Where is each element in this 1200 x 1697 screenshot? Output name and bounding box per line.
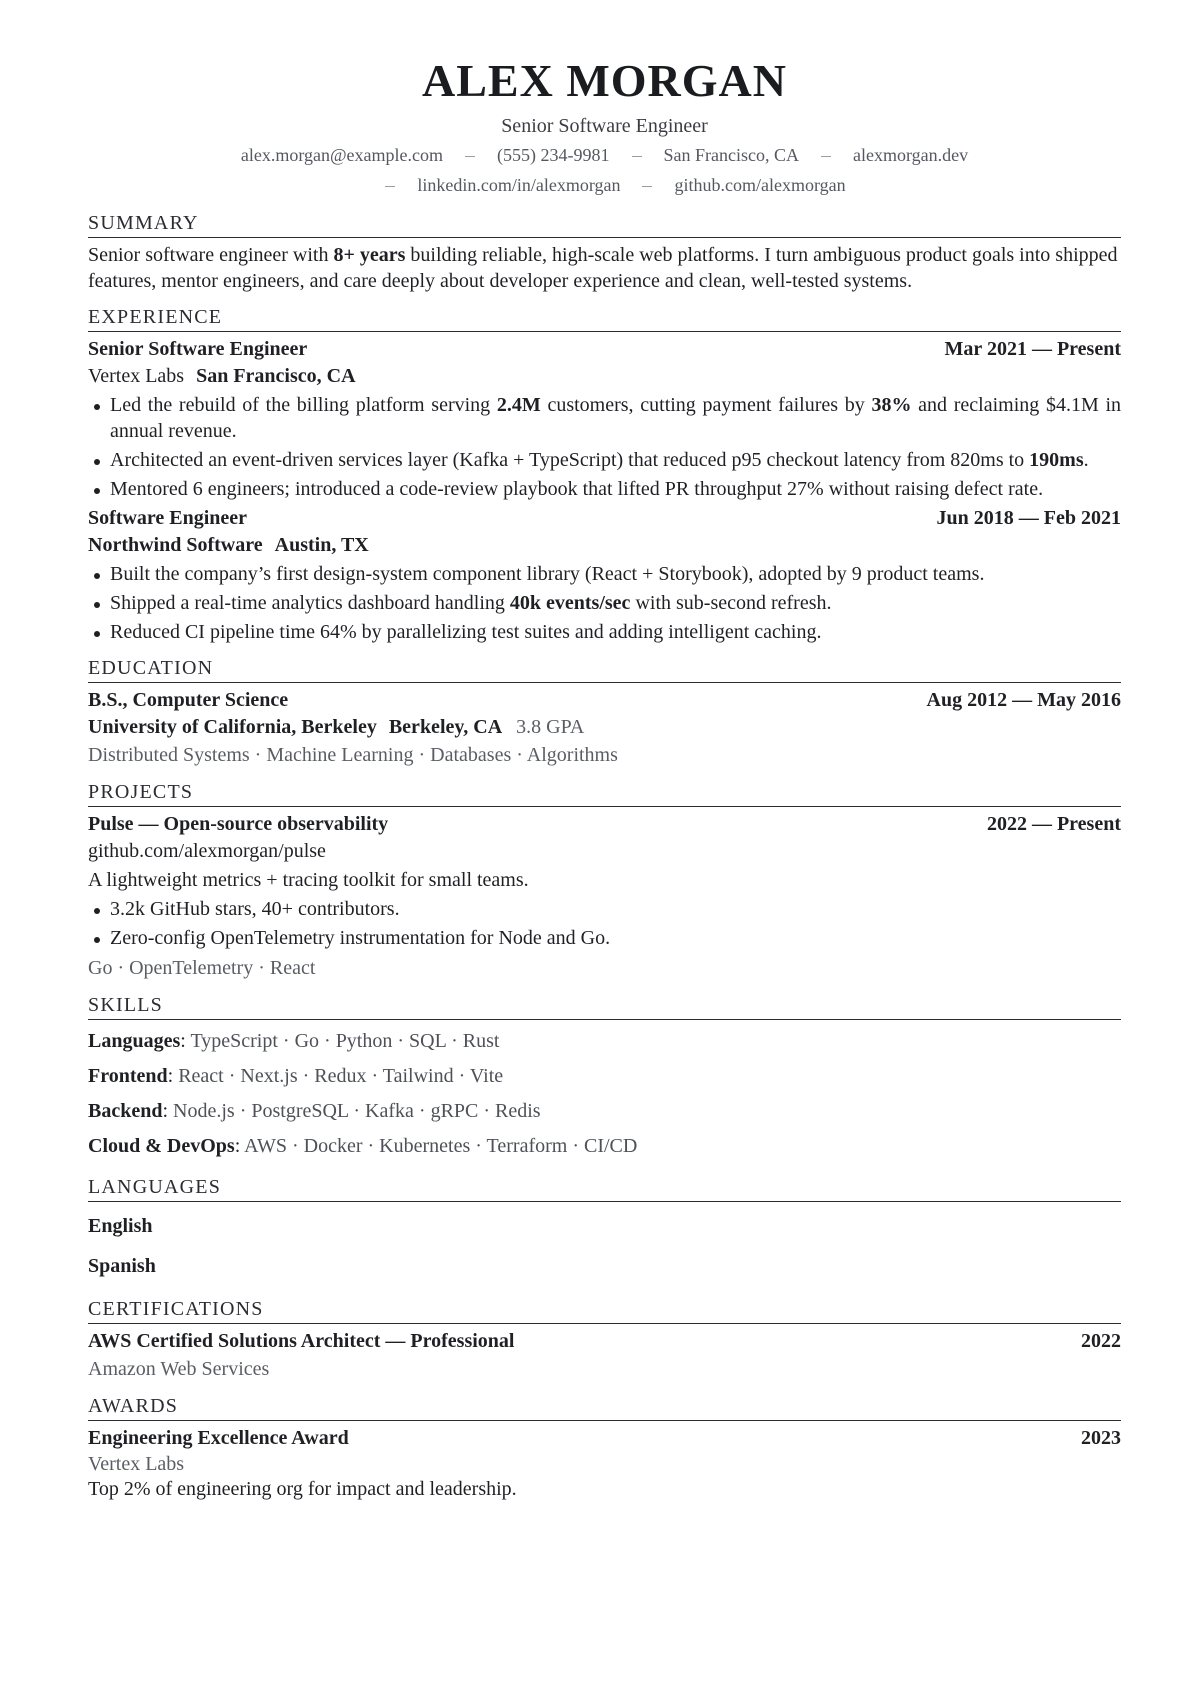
school-location: Berkeley, CA bbox=[388, 716, 503, 738]
section-title-projects: PROJECTS bbox=[88, 779, 1121, 807]
candidate-name: ALEX MORGAN bbox=[422, 55, 787, 106]
project-bullets bbox=[88, 896, 1121, 951]
skill-row: Languages: TypeScript · Go · Python · SQL · Rust bbox=[88, 1030, 500, 1052]
project-stack: Go · OpenTelemetry · React bbox=[88, 957, 316, 979]
school-name: University of California, Berkeley bbox=[88, 716, 377, 738]
language-item: English bbox=[88, 1215, 153, 1237]
job-role: Software Engineer bbox=[88, 507, 248, 529]
bullet-text: Reduced CI pipeline time 64% by parallelizing test suites and adding intelligent caching. bbox=[110, 621, 822, 643]
bullet-text: Architected an event-driven services layer (Kafka + TypeScript) that reduced p95 checkout latency from 820ms to bbox=[110, 449, 1030, 471]
job-header bbox=[88, 505, 1121, 532]
section-title-experience: EXPERIENCE bbox=[88, 304, 1121, 332]
summary-section bbox=[88, 210, 1121, 294]
skill-values: TypeScript · Go · Python · SQL · Rust bbox=[190, 1030, 500, 1052]
award-header bbox=[88, 1425, 1121, 1452]
bullet-highlight: 190ms bbox=[1029, 449, 1084, 471]
bullet-text: Shipped a real-time analytics dashboard handling bbox=[110, 592, 510, 614]
skill-row: Cloud & DevOps: AWS · Docker · Kubernetes · Terraform · CI/CD bbox=[88, 1135, 638, 1157]
email-link[interactable]: alex.morgan@example.com bbox=[240, 145, 444, 165]
separator bbox=[632, 156, 642, 157]
certification-year: 2022 bbox=[1081, 1330, 1121, 1352]
summary-text-part: building reliable, high-scale web platforms. I turn ambiguous product goals into shipped features, mentor engineers, and care deeply about developer experience and clean, well-tested systems. bbox=[88, 244, 1118, 292]
certification-header bbox=[88, 1328, 1121, 1355]
github-link[interactable]: github.com/alexmorgan bbox=[674, 175, 846, 195]
education-section bbox=[88, 655, 1121, 769]
separator bbox=[385, 186, 395, 187]
bullet-text: . bbox=[1083, 449, 1089, 471]
job-company: Northwind Software bbox=[88, 534, 263, 556]
phone-text: (555) 234-9981 bbox=[497, 145, 610, 165]
contact-line-2 bbox=[88, 170, 1121, 200]
skill-category: Languages bbox=[88, 1030, 181, 1052]
certification-issuer: Amazon Web Services bbox=[88, 1358, 270, 1380]
bullet-item bbox=[88, 392, 1121, 444]
website-link[interactable]: alexmorgan.dev bbox=[853, 145, 969, 165]
job-entry bbox=[88, 505, 1121, 645]
job-location: San Francisco, CA bbox=[196, 365, 356, 387]
bullet-text: with sub-second refresh. bbox=[630, 592, 832, 614]
job-header bbox=[88, 336, 1121, 363]
language-item: Spanish bbox=[88, 1255, 156, 1277]
section-title-awards: AWARDS bbox=[88, 1393, 1121, 1421]
job-company: Vertex Labs bbox=[88, 365, 185, 387]
languages-section bbox=[88, 1174, 1121, 1286]
bullet-highlight: 2.4M bbox=[496, 394, 541, 416]
job-company-line bbox=[88, 532, 1121, 559]
award-description: Top 2% of engineering org for impact and leadership. bbox=[88, 1478, 517, 1500]
section-title-education: EDUCATION bbox=[88, 655, 1121, 683]
job-dates: Mar 2021 — Present bbox=[944, 338, 1121, 360]
awards-section bbox=[88, 1393, 1121, 1503]
contact-line-1 bbox=[88, 140, 1121, 170]
job-location: Austin, TX bbox=[274, 534, 369, 556]
degree: B.S., Computer Science bbox=[88, 689, 289, 711]
separator bbox=[642, 186, 652, 187]
section-title-certifications: CERTIFICATIONS bbox=[88, 1296, 1121, 1324]
bullet-text: and reclaiming $4.1M in annual revenue. bbox=[110, 394, 1122, 442]
job-role: Senior Software Engineer bbox=[88, 338, 308, 360]
award-year: 2023 bbox=[1081, 1427, 1121, 1449]
job-entry bbox=[88, 336, 1121, 502]
bullet-highlight: 40k events/sec bbox=[509, 592, 631, 614]
section-title-summary: SUMMARY bbox=[88, 210, 1121, 238]
job-bullets bbox=[88, 392, 1121, 502]
gpa: 3.8 GPA bbox=[516, 716, 585, 738]
education-header bbox=[88, 687, 1121, 714]
bullet-text: Built the company’s first design-system component library (React + Storybook), adopted by 9 product teams. bbox=[110, 563, 985, 585]
section-title-skills: SKILLS bbox=[88, 992, 1121, 1020]
skill-values: AWS · Docker · Kubernetes · Terraform · CI/CD bbox=[244, 1135, 638, 1157]
certifications-section bbox=[88, 1296, 1121, 1383]
resume-page bbox=[88, 52, 1121, 1503]
bullet-item: 3.2k GitHub stars, 40+ contributors. bbox=[88, 896, 1121, 922]
project-header bbox=[88, 811, 1121, 838]
bullet-item bbox=[88, 619, 1121, 645]
award-name: Engineering Excellence Award bbox=[88, 1427, 349, 1449]
separator bbox=[821, 156, 831, 157]
school-line bbox=[88, 714, 1121, 741]
summary-text-part: Senior software engineer with bbox=[88, 244, 334, 266]
skill-values: React · Next.js · Redux · Tailwind · Vite bbox=[178, 1065, 504, 1087]
bullet-text: Led the rebuild of the billing platform serving bbox=[110, 394, 497, 416]
candidate-title: Senior Software Engineer bbox=[501, 115, 708, 137]
bullet-highlight: 38% bbox=[871, 394, 912, 416]
project-description: A lightweight metrics + tracing toolkit for small teams. bbox=[88, 869, 529, 891]
bullet-item bbox=[88, 590, 1121, 616]
separator bbox=[465, 156, 475, 157]
project-dates: 2022 — Present bbox=[986, 813, 1121, 835]
skill-category: Frontend bbox=[88, 1065, 168, 1087]
experience-section bbox=[88, 304, 1121, 645]
project-name: Pulse — Open-source observability bbox=[88, 813, 389, 835]
projects-section bbox=[88, 779, 1121, 982]
bullet-item bbox=[88, 447, 1121, 473]
education-dates: Aug 2012 — May 2016 bbox=[926, 689, 1121, 711]
skill-category: Cloud & DevOps bbox=[88, 1135, 235, 1157]
job-company-line bbox=[88, 363, 1121, 390]
bullet-text: customers, cutting payment failures by bbox=[540, 394, 872, 416]
bullet-item bbox=[88, 476, 1121, 502]
skill-category: Backend bbox=[88, 1100, 163, 1122]
coursework: Distributed Systems · Machine Learning · Databases · Algorithms bbox=[88, 744, 618, 766]
resume-header bbox=[88, 52, 1121, 200]
bullet-text: Mentored 6 engineers; introduced a code-review playbook that lifted PR throughput 27% without raising defect rate. bbox=[110, 478, 1044, 500]
summary-highlight: 8+ years bbox=[333, 244, 406, 266]
certification-name: AWS Certified Solutions Architect — Professional bbox=[88, 1330, 515, 1352]
award-issuer: Vertex Labs bbox=[88, 1453, 185, 1475]
section-title-languages: LANGUAGES bbox=[88, 1174, 1121, 1202]
skill-row: Backend: Node.js · PostgreSQL · Kafka · gRPC · Redis bbox=[88, 1100, 541, 1122]
job-bullets bbox=[88, 561, 1121, 645]
skill-values: Node.js · PostgreSQL · Kafka · gRPC · Redis bbox=[173, 1100, 541, 1122]
bullet-item bbox=[88, 561, 1121, 587]
bullet-item: Zero-config OpenTelemetry instrumentation for Node and Go. bbox=[88, 925, 1121, 951]
skills-section bbox=[88, 992, 1121, 1164]
linkedin-link[interactable]: linkedin.com/in/alexmorgan bbox=[417, 175, 621, 195]
project-link[interactable]: github.com/alexmorgan/pulse bbox=[88, 840, 326, 862]
job-dates: Jun 2018 — Feb 2021 bbox=[936, 507, 1121, 529]
location-text: San Francisco, CA bbox=[663, 145, 799, 165]
summary-text bbox=[88, 242, 1121, 294]
skill-row: Frontend: React · Next.js · Redux · Tailwind · Vite bbox=[88, 1065, 504, 1087]
